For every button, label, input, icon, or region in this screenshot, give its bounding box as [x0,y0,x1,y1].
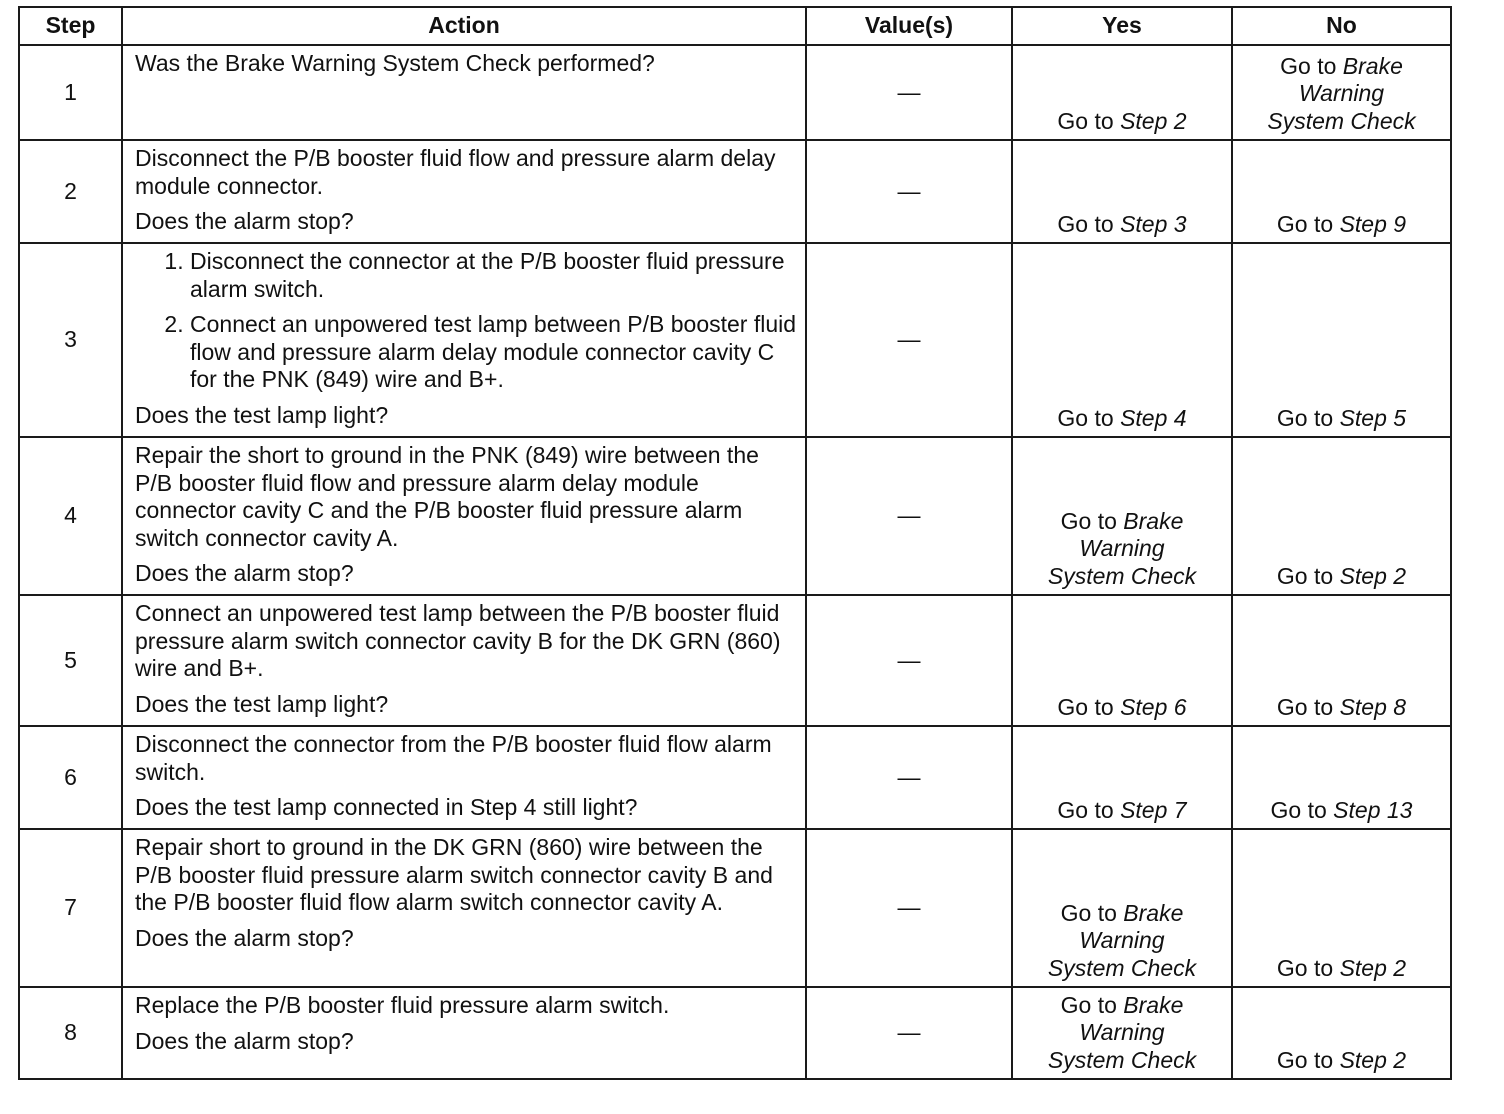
header-values: Value(s) [806,7,1012,45]
action-question: Does the alarm stop? [135,1027,354,1054]
table-row [19,987,1451,1079]
goto-prefix: Go to [1060,991,1117,1018]
header-yes: Yes [1012,7,1232,45]
goto-target-link[interactable]: Step 2 [1120,107,1187,134]
value-cell: — [806,829,1012,987]
goto-prefix: Go to [1276,210,1334,237]
action-text: Connect an unpowered test lamp between the P/B booster fluid pressure alarm switch connector cavity B for the DK GRN (860) wire and B+. [135,600,781,681]
action-question: Does the test lamp light? [135,401,389,428]
step-number: 7 [19,829,122,987]
diagnostic-table [18,6,1452,1080]
goto-target-link[interactable]: Warning [1079,1019,1165,1045]
goto-prefix: Go to [1276,404,1334,431]
yes-cell [1012,243,1232,437]
goto-target-link[interactable]: Step 7 [1120,796,1187,823]
goto-target-link[interactable]: System Check [1047,1046,1197,1073]
goto-prefix: Go to [1276,954,1334,981]
goto-target-link[interactable]: Brake [1123,899,1184,926]
goto-target-link[interactable]: System Check [1047,562,1197,589]
action-cell [122,45,806,140]
action-text: Replace the P/B booster fluid pressure alarm switch. [135,992,670,1018]
no-cell [1232,595,1451,726]
goto-target-link[interactable]: Warning [1079,535,1165,561]
goto-target-link[interactable]: Brake [1123,507,1184,534]
goto-prefix: Go to [1276,562,1334,589]
goto-target-link[interactable]: System Check [1267,107,1416,134]
table-header-row [19,7,1451,45]
action-text: Repair the short to ground in the PNK (849) wire between the P/B booster fluid flow and pressure alarm delay module connector cavity C and the P/B booster fluid pressure alarm switch connector cavity A. [135,442,759,551]
goto-target-link[interactable]: Step 13 [1333,796,1413,823]
goto-target-link[interactable]: Step 2 [1339,562,1407,589]
step-number: 2 [19,140,122,243]
action-question: Does the alarm stop? [135,208,354,234]
yes-cell [1012,140,1232,243]
table-row [19,437,1451,595]
step-number: 4 [19,437,122,595]
no-cell [1232,45,1451,140]
no-cell [1232,726,1451,829]
header-step: Step [19,7,122,45]
no-cell [1232,437,1451,595]
action-text: Was the Brake Warning System Check performed? [135,50,655,76]
action-substeps [135,248,797,394]
no-cell [1232,987,1451,1079]
yes-cell [1012,829,1232,987]
action-cell [122,987,806,1079]
goto-prefix: Go to [1057,404,1114,431]
goto-target-link[interactable]: Step 9 [1339,210,1407,237]
goto-prefix: Go to [1057,693,1114,720]
value-cell: — [806,243,1012,437]
goto-target-link[interactable]: Warning [1298,80,1385,106]
action-question: Does the alarm stop? [135,560,354,586]
action-cell [122,829,806,987]
action-question: Does the test lamp connected in Step 4 still light? [135,794,638,820]
action-cell [122,437,806,595]
goto-target-link[interactable]: Step 2 [1339,1046,1407,1073]
goto-target-link[interactable]: Warning [1079,927,1165,953]
goto-target-link[interactable]: Step 8 [1339,693,1407,720]
action-question: Does the alarm stop? [135,924,354,951]
no-cell [1232,140,1451,243]
yes-cell [1012,437,1232,595]
value-cell: — [806,987,1012,1079]
action-cell [122,726,806,829]
goto-target-link[interactable]: Step 2 [1339,954,1407,981]
goto-prefix: Go to [1280,52,1337,79]
step-number: 8 [19,987,122,1079]
goto-prefix: Go to [1276,1046,1334,1073]
goto-target-link[interactable]: System Check [1047,954,1197,981]
value-cell: — [806,45,1012,140]
substep-item: 1. Disconnect the connector at the P/B booster fluid pressure alarm switch. [190,248,797,303]
yes-cell [1012,987,1232,1079]
goto-prefix: Go to [1057,107,1114,134]
no-cell [1232,829,1451,987]
yes-cell [1012,45,1232,140]
table-row [19,45,1451,140]
header-action: Action [122,7,806,45]
action-text: Repair short to ground in the DK GRN (860) wire between the P/B booster fluid pressure alarm switch connector cavity B and the P/B booster fluid flow alarm switch connector cavity A. [135,834,773,915]
goto-prefix: Go to [1270,796,1327,823]
table-row [19,243,1451,437]
header-no: No [1232,7,1451,45]
step-number: 1 [19,45,122,140]
yes-cell [1012,595,1232,726]
action-cell [122,140,806,243]
action-cell [122,243,806,437]
action-cell [122,595,806,726]
no-cell [1232,243,1451,437]
yes-cell [1012,726,1232,829]
step-number: 3 [19,243,122,437]
step-number: 6 [19,726,122,829]
goto-prefix: Go to [1060,899,1117,926]
goto-prefix: Go to [1057,210,1114,237]
value-cell: — [806,595,1012,726]
table-row [19,726,1451,829]
action-text: Disconnect the connector from the P/B booster fluid flow alarm switch. [135,731,772,785]
value-cell: — [806,140,1012,243]
goto-prefix: Go to [1057,796,1114,823]
substep-item: 2. Connect an unpowered test lamp between P/B booster fluid flow and pressure alarm delay module connector cavity C for the PNK (849) wire and B+. [190,311,797,394]
goto-prefix: Go to [1060,507,1117,534]
table-row [19,140,1451,243]
goto-target-link[interactable]: Step 3 [1120,210,1187,237]
table-row [19,595,1451,726]
table-row [19,829,1451,987]
value-cell: — [806,437,1012,595]
step-number: 5 [19,595,122,726]
action-question: Does the test lamp light? [135,690,389,717]
action-text: Disconnect the P/B booster fluid flow and pressure alarm delay module connector. [135,145,776,199]
goto-target-link[interactable]: Step 5 [1339,404,1407,431]
goto-target-link[interactable]: Brake [1123,991,1184,1018]
goto-target-link[interactable]: Brake [1342,52,1403,79]
goto-target-link[interactable]: Step 4 [1120,404,1187,431]
goto-prefix: Go to [1276,693,1334,720]
value-cell: — [806,726,1012,829]
goto-target-link[interactable]: Step 6 [1120,693,1187,720]
